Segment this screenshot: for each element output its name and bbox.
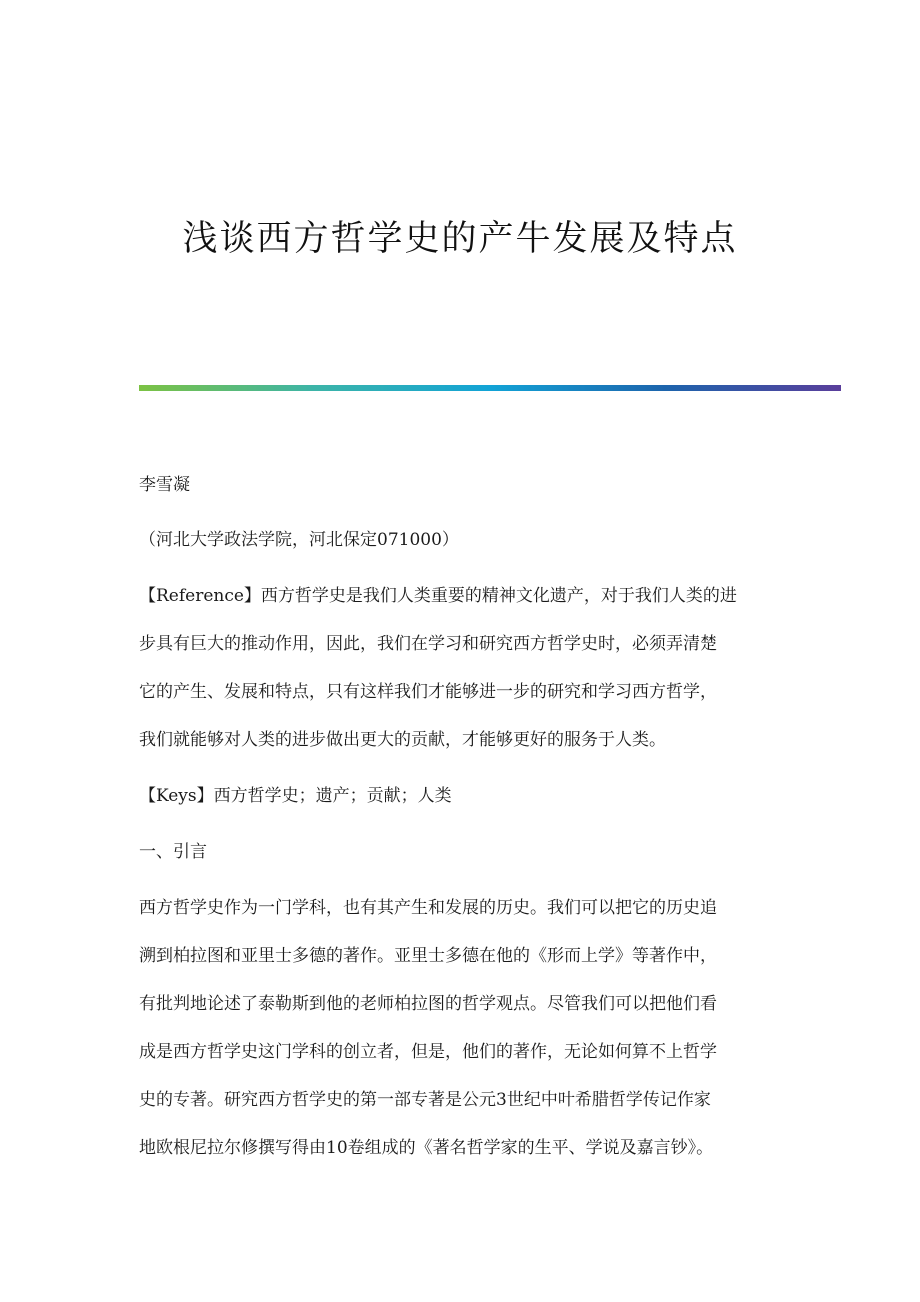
body-line: 溯到柏拉图和亚里士多德的著作。亚里士多德在他的《形而上学》等著作中，	[139, 946, 717, 966]
abstract-line: 我们就能够对人类的进步做出更大的贡献，才能够更好的服务于人类。	[139, 730, 666, 750]
abstract-line: 步具有巨大的推动作用，因此，我们在学习和研究西方哲学史时，必须弄清楚	[139, 634, 717, 654]
section-heading: 一、引言	[139, 842, 207, 862]
author-affiliation: （河北大学政法学院，河北保定071000）	[139, 530, 459, 550]
abstract-line: 它的产生、发展和特点，只有这样我们才能够进一步的研究和学习西方哲学，	[139, 682, 717, 702]
document-title: 浅谈西方哲学史的产牛发展及特点	[182, 219, 738, 259]
body-line: 成是西方哲学史这门学科的创立者，但是，他们的著作，无论如何算不上哲学	[139, 1042, 717, 1062]
body-line: 史的专著。研究西方哲学史的第一部专著是公元3世纪中叶希腊哲学传记作家	[139, 1090, 711, 1110]
body-line: 有批判地论述了泰勒斯到他的老师柏拉图的哲学观点。尽管我们可以把他们看	[139, 994, 717, 1014]
keywords: 【Keys】西方哲学史；遗产；贡献；人类	[139, 786, 452, 806]
abstract-line: 【Reference】西方哲学史是我们人类重要的精神文化遗产，对于我们人类的进	[139, 586, 737, 606]
body-line: 西方哲学史作为一门学科，也有其产生和发展的历史。我们可以把它的历史追	[139, 898, 717, 918]
body-line: 地欧根尼拉尔修撰写得由10卷组成的《著名哲学家的生平、学说及嘉言钞》。	[139, 1138, 714, 1158]
author-name: 李雪凝	[139, 475, 190, 495]
title-divider	[139, 385, 841, 391]
